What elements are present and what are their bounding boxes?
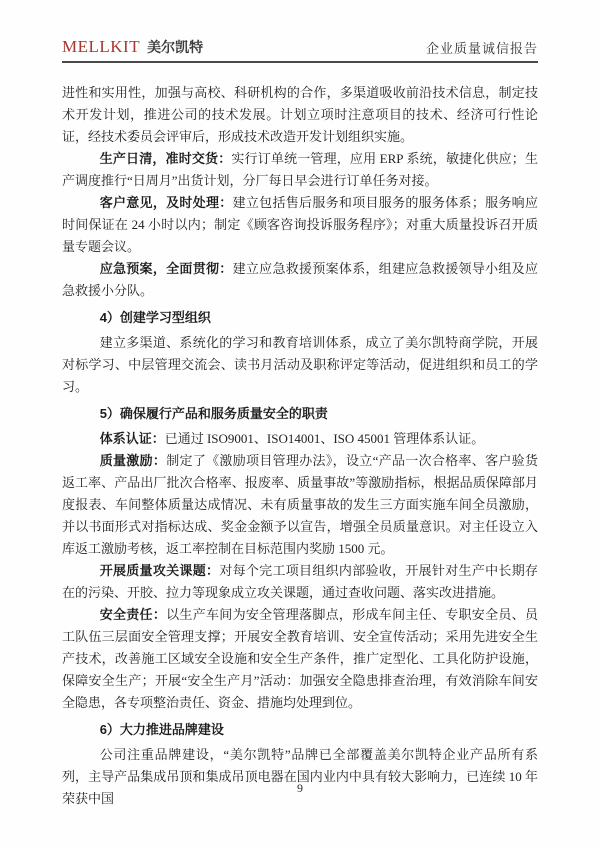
paragraph: [62, 560, 538, 604]
paragraph: [62, 258, 538, 302]
document-body: [62, 82, 538, 810]
body-text: 已通过 ISO9001、ISO14001、ISO 45001 管理体系认证。: [164, 431, 485, 446]
body-text: 建立应急救援预案体系，组建应急救援领导小组及应急救援小分队。: [62, 261, 538, 298]
paragraph: [62, 450, 538, 560]
section-heading: 6）大力推进品牌建设: [99, 722, 224, 737]
run-in-heading-text: 生产日清，准时交货：: [99, 151, 232, 166]
section-heading: 4）创建学习型组织: [99, 310, 211, 325]
page-header: [62, 0, 538, 63]
paragraph: [62, 148, 538, 192]
paragraph: [62, 604, 538, 714]
paragraph: [62, 192, 538, 258]
run-in-heading-text: 开展质量攻关课题：: [99, 563, 220, 578]
run-in-heading-text: 客户意见，及时处理：: [99, 195, 233, 210]
run-in-heading-text: 体系认证：: [99, 431, 165, 446]
body-text: 实行订单统一管理，应用 ERP 系统，敏捷化供应；生产调度推行“日周月”出货计划，分厂每日早会进行订单任务对接。: [62, 151, 538, 188]
run-in-heading-text: 安全责任：: [99, 607, 167, 622]
paragraph: [62, 332, 538, 398]
page-number: 9: [297, 781, 303, 795]
run-in-heading-text: 质量激励：: [99, 453, 167, 468]
brand-logo-text-en: MELLKIT: [62, 37, 141, 56]
body-text: 对每个完工项目组织内部验收，开展针对生产中长期存在的污染、开胶、拉力等现象成立攻关课题，通过查收问题、落实改进措施。: [62, 563, 538, 600]
paragraph: [62, 428, 538, 450]
body-text: 制定了《激励项目管理办法》，设立“产品一次合格率、客户验货返工率、产品出厂批次合格率、报废率、质量事故”等激励指标，根据品质保障部月度报表、车间整体质量达成情况、未有质量事故的发生三方面实施车间全员激励，并以书面形式对指标达成、奖金金额予以宣告，增强全员质量意识。对主任设立入库返工激励考核，返工率控制在目标范围内奖励 1500 元。: [62, 453, 538, 556]
brand: [62, 37, 203, 57]
document-title: 企业质量诚信报告: [425, 41, 538, 56]
body-text: 以生产车间为安全管理落脚点，形成车间主任、专职安全员、员工队伍三层面安全管理支撑；开展安全教育培训、安全宣传活动；采用先进安全生产技术，改善施工区域安全设施和安全生产条件，推广定型化、工具化防护设施，保障安全生产；开展“安全生产月”活动：加强安全隐患排查治理，有效消除车间安全隐患，各专项整治责任、资金、措施均处理到位。: [62, 607, 538, 710]
body-text: 建立包括售后服务和项目服务的服务体系；服务响应时间保证在 24 小时以内；制定《顾客咨询投诉服务程序》；对重大质量投诉召开质量专题会议。: [62, 195, 538, 254]
body-text: 建立多渠道、系统化的学习和教育培训体系，成立了美尔凯特商学院，开展对标学习、中层管理交流会、读书月活动及职称评定等活动，促进组织和员工的学习。: [62, 335, 538, 394]
paragraph: [62, 82, 538, 148]
brand-logo-text-zh: 美尔凯特: [147, 39, 204, 55]
run-in-heading-text: 应急预案，全面贯彻：: [99, 261, 233, 276]
paragraph: [62, 744, 538, 810]
body-text: 进性和实用性，加强与高校、科研机构的合作，多渠道吸收前沿技术信息，制定技术开发计划，推进公司的技术发展。计划立项时注意项目的技术、经济可行性论证，经技术委员会评审后，形成技术改造开发计划组织实施。: [62, 85, 538, 144]
section-heading: 5）确保履行产品和服务质量安全的职责: [99, 406, 328, 421]
body-text: 公司注重品牌建设，“美尔凯特”品牌已全部覆盖美尔凯特企业产品所有系列，主导产品集成吊顶和集成吊顶电器在国内业内中具有较大影响力，已连续 10 年荣获中国: [62, 747, 538, 806]
